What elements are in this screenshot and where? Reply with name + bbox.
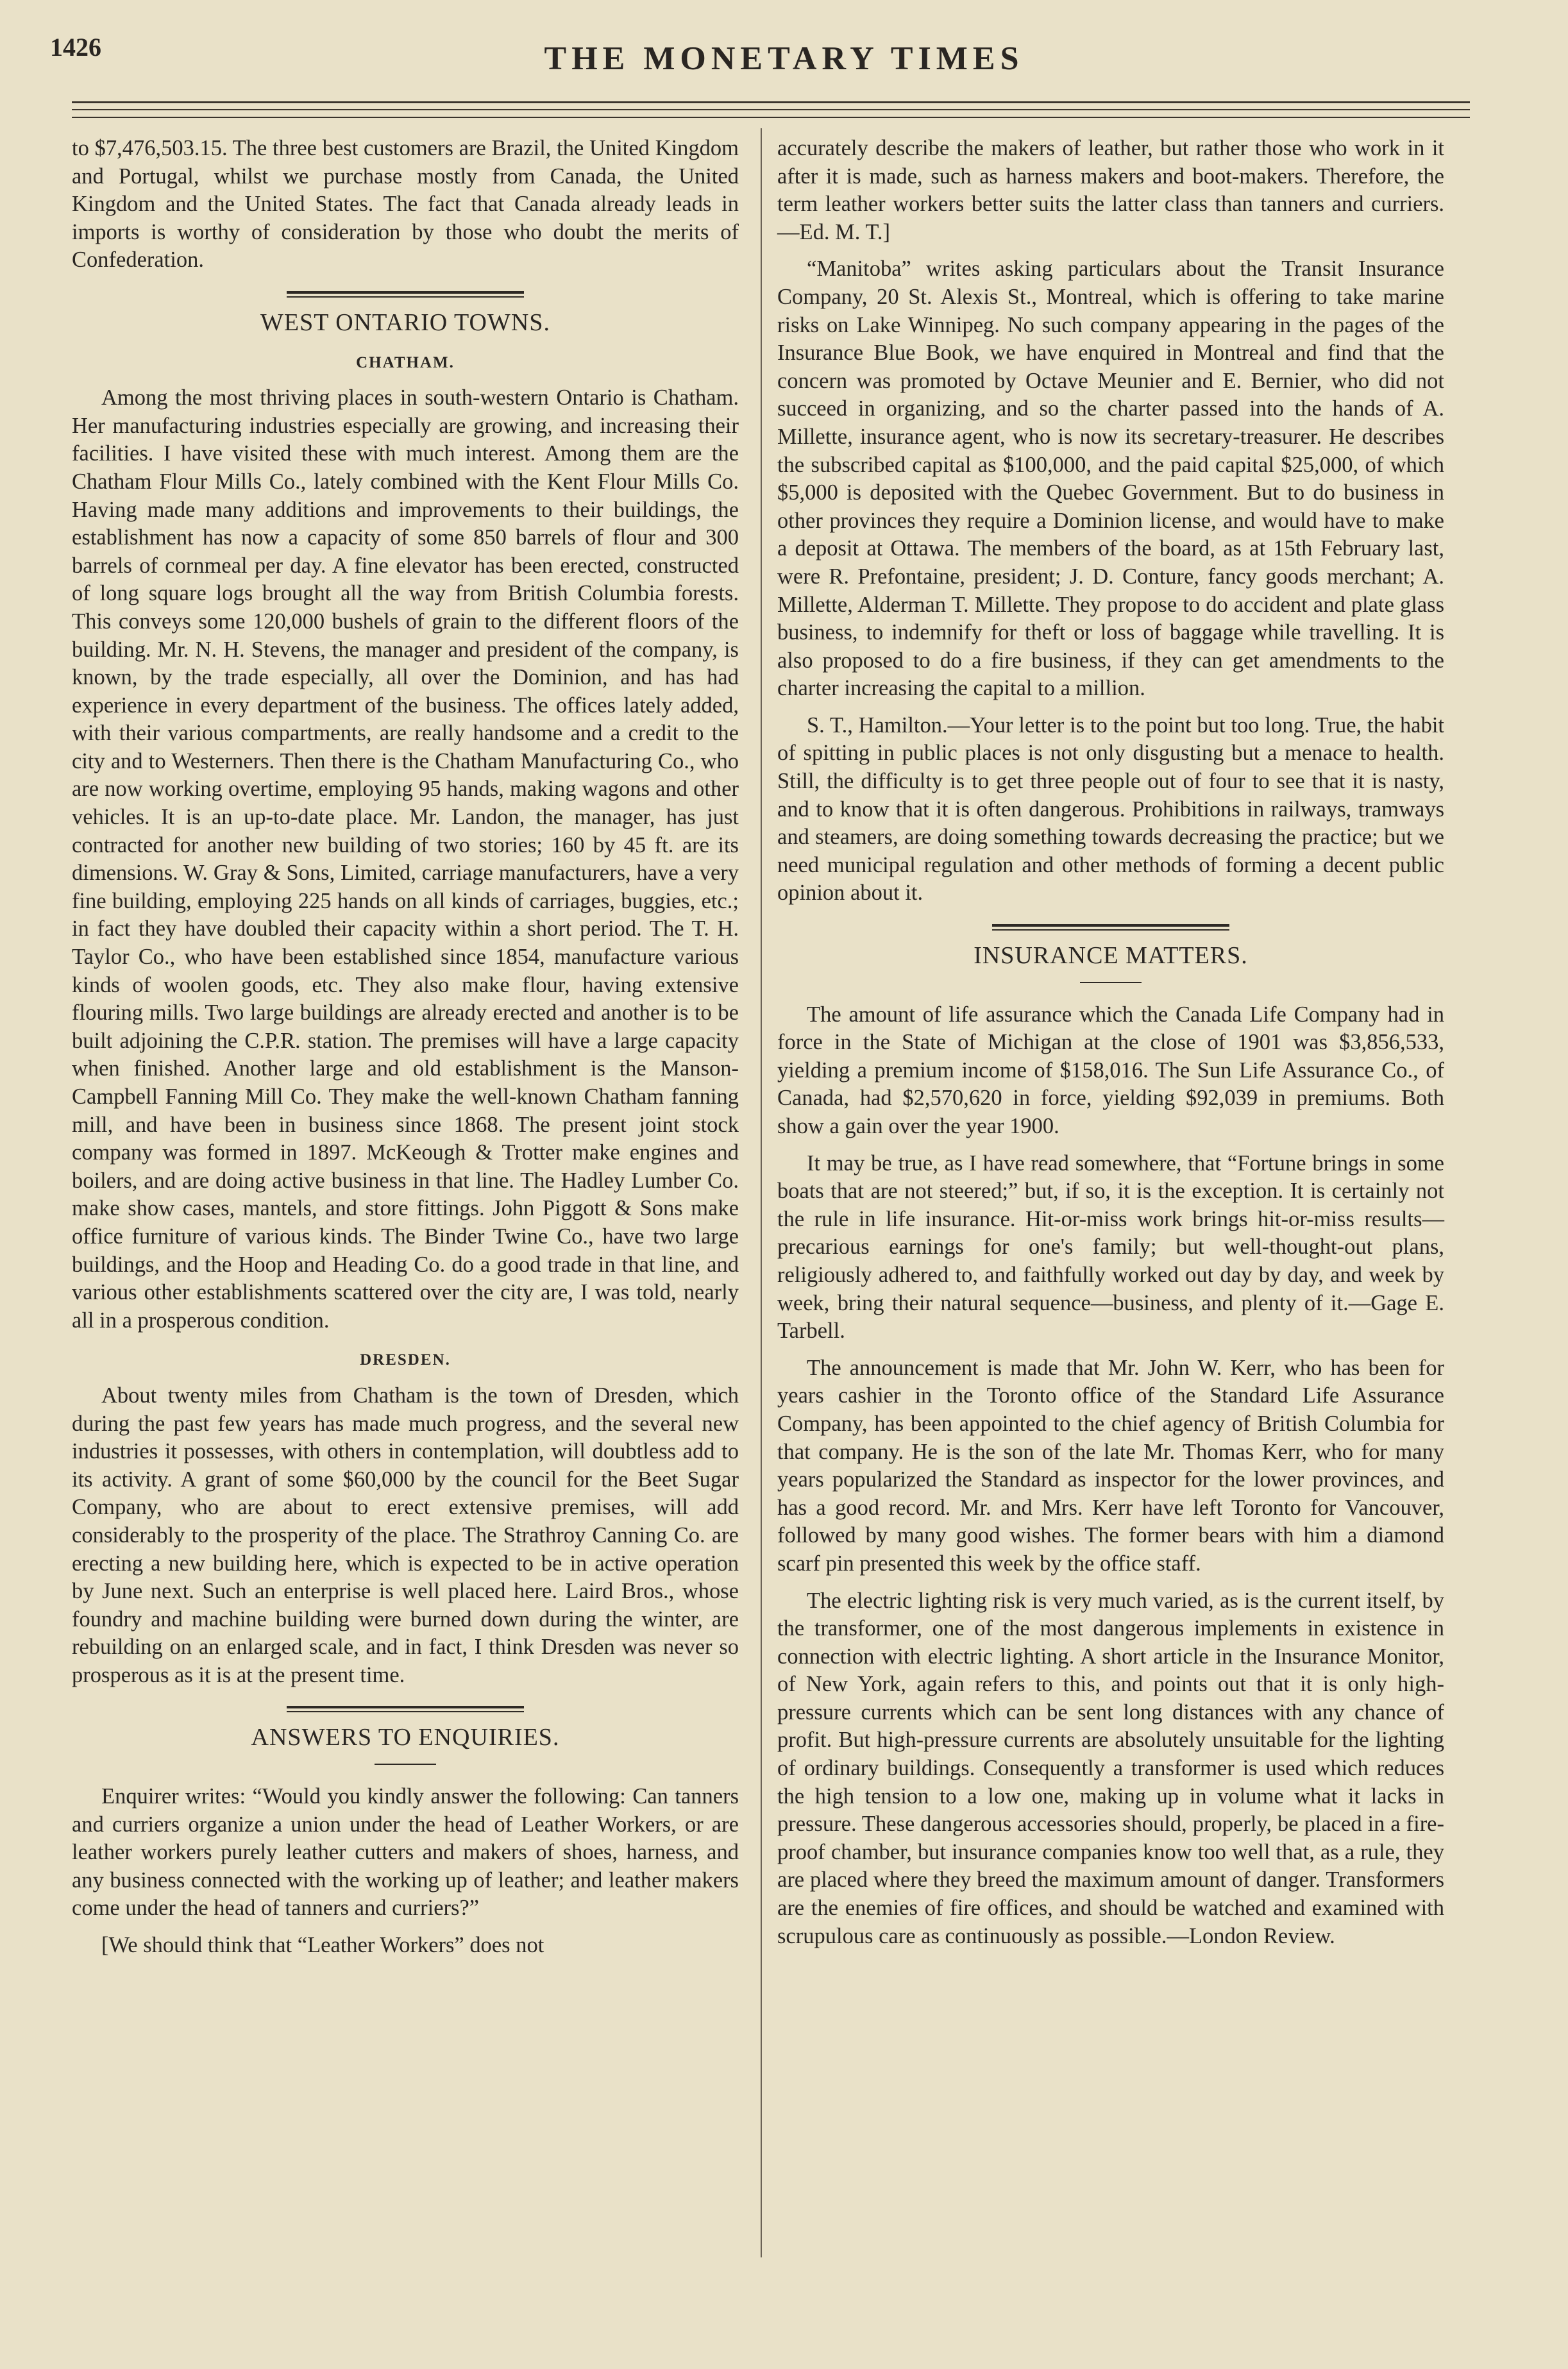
enquirer-paragraph: Enquirer writes: “Would you kindly answer the following: Can tanners and curriers organize a union under the head of Leather Workers, or are leather workers purely leather cutters and makers of shoes, harness, and any business connected with the working up of leather; and leather makers come under the head of tanners and curriers?” [72, 1784, 739, 1921]
header-rule [72, 101, 1470, 103]
left-column [72, 135, 739, 1969]
chatham-paragraph: Among the most thriving places in south-western Ontario is Chatham. Her manufacturing industries especially are growing, and increasing their facilities. I have visited these with much interest. Among them are the Chatham Flour Mills Co., lately combined with the Kent Flour Mills Co. Having made many additions and improvements to their buildings, the establishment has now a capacity of some 850 barrels of flour and 300 barrels of cornmeal per day. A fine elevator has been erected, constructed of long square logs brought all the way from British Columbia forests. This conveys some 120,000 bushels of grain to the different floors of the building. Mr. N. H. Stevens, the manager and president of the company, is known, by the trade especially, all over the Dominion, and has had experience in every department of the business. The offices lately added, with their various compartments, are really handsome and a credit to the city and to Westerners. Then there is the Chatham Manufacturing Co., who are now working overtime, employing 95 hands, making wagons and other vehicles. It is an up-to-date place. Mr. Landon, the manager, has just contracted for another new building of two stories; 160 by 45 ft. are its dimensions. W. Gray & Sons, Limited, carriage manufacturers, have a very fine building, employing 225 hands on all kinds of carriages, buggies, etc.; in fact they have doubled their capacity within a short period. The T. H. Taylor Co., who have been established since 1854, manufacture various kinds of woolen goods, etc. They also make flour, having extensive flouring mills. Two large buildings are already erected and another is to be built adjoining the C.P.R. station. The premises will have a large capacity when finished. Another large and old establishment is the Manson-Campbell Fanning Mill Co. They make the well-known Chatham fanning mill, and have been in business since 1868. The present joint stock company was formed in 1897. McKeough & Trotter make engines and boilers, and are doing active business in that line. The Hadley Lumber Co. make show cases, mantels, and store fittings. John Piggott & Sons make office furniture of various kinds. The Binder Twine Co., have two large buildings, and the Hoop and Heading Co. do a good trade in that line, and various other establishments scattered over the city are, I was told, nearly all in a prosperous condition. [72, 385, 739, 1333]
insurance-paragraph-2: It may be true, as I have read somewhere, that “Fortune brings in some boats that are not steered;” but, if so, it is the exception. It is certainly not the rule in life insurance. Hit-or-miss work brings hit-or-miss results—precarious earnings for one's family; but well-thought-out plans, religiously adhered to, and faithfully worked out day by day, and week by week, bring their natural sequence—business, and plenty of it.—Gage E. Tarbell. [777, 1151, 1444, 1344]
insurance-paragraph-1: The amount of life assurance which the Canada Life Company had in force in the State of Michigan at the close of 1901 was $3,856,533, yielding a premium income of $158,016. The Sun Life Assurance Co., of Canada, had $2,570,620 in force, yielding $92,039 in premiums. Both show a gain over the year 1900. [777, 1002, 1444, 1138]
section-rule [287, 1706, 524, 1712]
reply-paragraph-start: [We should think that “Leather Workers” does not [101, 1933, 544, 1958]
manitoba-paragraph: “Manitoba” writes asking particulars about the Transit Insurance Company, 20 St. Alexis St., Montreal, which is offering to take marine risks on Lake Winnipeg. No such company appearing in the pages of the Insurance Blue Book, we have enquired in Montreal and find that the concern was promoted by Octave Meunier and E. Bernier, who did not succeed in organizing, and so the charter passed into the hands of A. Millette, insurance agent, who is now its secretary-treasurer. He describes the subscribed capital as $100,000, and the paid capital $25,000, of which $5,000 is deposited with the Quebec Government. But to do business in other provinces they require a Dominion license, and would have to make a deposit at Ottawa. The members of the board, as at 15th February last, were R. Prefontaine, president; J. D. Conture, fancy goods merchant; A. Millette, Alderman T. Millette. They propose to do accident and plate glass business, to indemnify for theft or loss of baggage while travelling. It is also proposed to do a fire business, if they can get amendments to the charter increasing the capital to a million. [777, 257, 1444, 701]
dresden-paragraph: About twenty miles from Chatham is the town of Dresden, which during the past few years has made much progress, and the several new industries it possesses, with others in contemplation, will doubtless add to its activity. A grant of some $60,000 by the council for the Beet Sugar Company, who are about to erect extensive premises, will add considerably to the prosperity of the place. The Strathroy Canning Co. are erecting a new building here, which is expected to be in active operation by June next. Such an enterprise is well placed here. Laird Bros., whose foundry and machine building were burned down during the winter, are rebuilding on an enlarged scale, and in fact, I think Dresden was never so prosperous as it is at the present time. [72, 1383, 739, 1687]
section-rule [287, 291, 524, 298]
short-rule [375, 1764, 436, 1765]
hamilton-paragraph: S. T., Hamilton.—Your letter is to the point but too long. True, the habit of spitting in public places is not only disgusting but a menace to health. Still, the difficulty is to get three people out of four to see that it is nasty, and to know that it is often dangerous. Prohibitions in railways, tramways and steamers, are doing something towards decreasing the practice; but we need municipal regulation and other methods of forming a decent public opinion about it. [777, 712, 1444, 906]
section-title-insurance: INSURANCE MATTERS. [974, 942, 1248, 970]
section-rule [992, 924, 1229, 931]
right-column [777, 135, 1444, 1959]
section-title-west-ontario: WEST ONTARIO TOWNS. [260, 308, 550, 336]
insurance-paragraph-3: The announcement is made that Mr. John W. Kerr, who has been for years cashier in the Toronto office of the Standard Life Assurance Company, has been appointed to the chief agency of British Columbia for that company. He is the son of the late Mr. Thomas Kerr, who for many years popularized the Standard as inspector for the lower provinces, and has a good record. Mr. and Mrs. Kerr have left Toronto for Vancouver, followed by many good wishes. The former bears with him a diamond scarf pin presented this week by the office staff. [777, 1355, 1444, 1576]
page-number: 1426 [50, 33, 101, 62]
column-divider [761, 128, 762, 2257]
section-title-answers: ANSWERS TO ENQUIRIES. [251, 1724, 560, 1751]
intro-paragraph: to $7,476,503.15. The three best customers are Brazil, the United Kingdom and Portugal, whilst we purchase mostly from Canada, the United Kingdom and the United States. The fact that Canada already leads in imports is worthy of consideration by those who doubt the merits of Confederation. [72, 136, 739, 273]
header-rule-thin-2 [72, 117, 1470, 118]
masthead-title: THE MONETARY TIMES [544, 40, 1024, 77]
reply-paragraph-end: accurately describe the makers of leather, but rather those who work in it after it is made, such as harness makers and boot-makers. Therefore, the term leather workers better suits the latter class than tanners and curriers.—Ed. M. T.] [777, 136, 1444, 244]
subheading-dresden: DRESDEN. [360, 1351, 451, 1369]
short-rule [1080, 982, 1142, 983]
subheading-chatham: CHATHAM. [356, 353, 455, 371]
insurance-paragraph-4: The electric lighting risk is very much varied, as is the current itself, by the transformer, one of the most dangerous implements in existence in connection with electric lighting. A short article in the Insurance Monitor, of New York, again refers to this, and points out that it is only high-pressure currents which can be sent long distances with any chance of profit. But high-pressure currents are absolutely unsuitable for the lighting of ordinary buildings. Consequently a transformer is used which reduces the high tension to a low one, making up in volume what it lacks in pressure. These dangerous accessories should, properly, be placed in a fire-proof chamber, but insurance companies know too well that, as a rule, they are placed where they breed the maximum amount of danger. Transformers are the enemies of fire offices, and should be watched and examined with scrupulous care as continuously as possible.—London Review. [777, 1588, 1444, 1948]
header-rule-thin [72, 109, 1470, 110]
